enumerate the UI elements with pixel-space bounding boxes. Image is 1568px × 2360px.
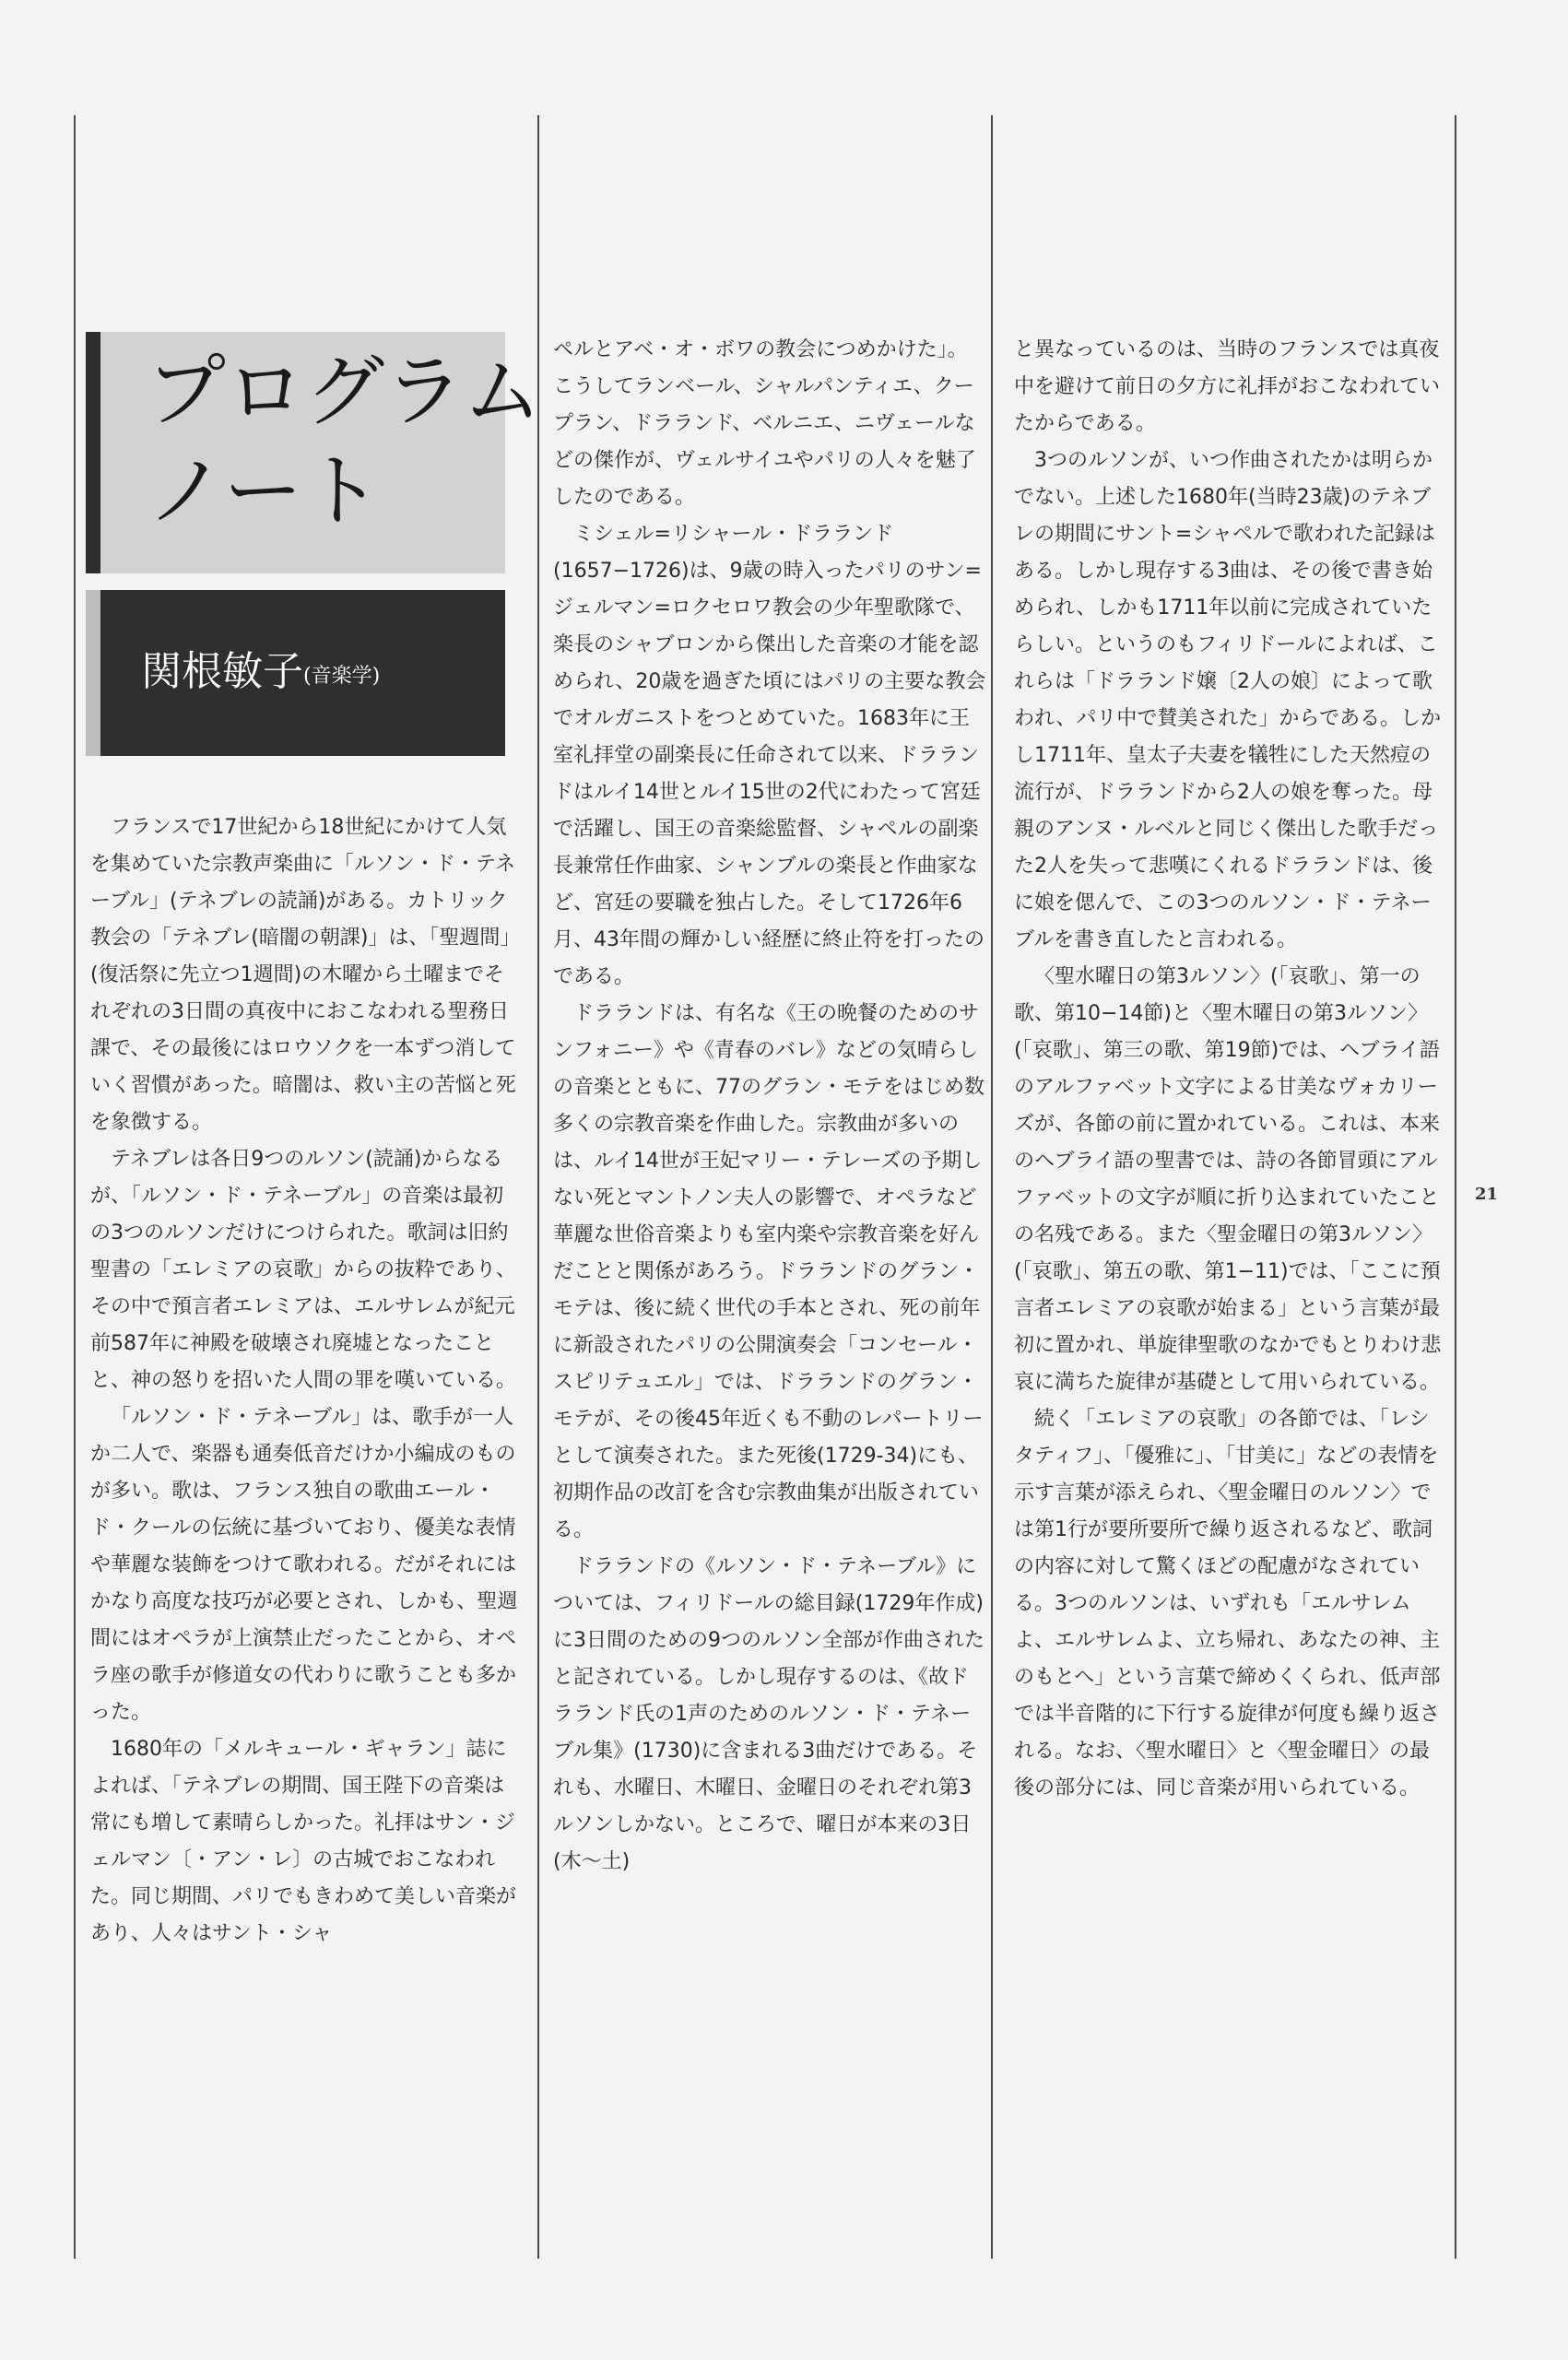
author-block (86, 590, 505, 756)
paragraph: テネブレは各日9つのルソン(読誦)からなるが、「ルソン・ド・テネーブル」の音楽は最初の3つのルソンだけにつけられた。歌詞は旧約聖書の「エレミアの哀歌」からの抜粋であり、その中で預言者エレミアは、エルサレムが紀元前587年に神殿を破壊され廃墟となったことと、神の怒りを招いた人間の罪を嘆いている。 (90, 1148, 517, 1392)
paragraph: ペルとアベ・オ・ボワの教会につめかけた」。こうしてランベール、シャルパンティエ、クープラン、ドラランド、ベルニエ、ニヴェールなどの傑作が、ヴェルサイユやパリの人々を魅了したのである。 (553, 338, 976, 509)
page-title-line2: ノート (147, 445, 383, 537)
paragraph: フランスで17世紀から18世紀にかけて人気を集めていた宗教声楽曲に「ルソン・ド・テネーブル」(テネブレの読誦)がある。カトリック教会の「テネブレ(暗闇の朝課)」は、「聖週間」(復活祭に先立つ1週間)の木曜から土曜までそれぞれの3日間の真夜中におこなわれる聖務日課で、その最後にはロウソクを一本ずつ消していく習慣があった。暗闇は、救い主の苦悩と死を象徴する。 (90, 816, 521, 1134)
author-line (141, 638, 380, 697)
paragraph: 3つのルソンが、いつ作曲されたかは明らかでない。上述した1680年(当時23歳)のテネブレの期間にサント=シャペルで歌われた記録はある。しかし現存する3曲は、その後で書き始められ、しかも1711年以前に完成されていたらしい。というのもフィリドールによれば、これらは「ドラランド嬢〔2人の娘〕によって歌われ、パリ中で賛美された」からである。しかし1711年、皇太子夫妻を犠牲にした天然痘の流行が、ドラランドから2人の娘を奪った。母親のアンヌ・ルベルと同じく傑出した歌手だった2人を失って悲嘆にくれるドラランドは、後に娘を偲んで、この3つのルソン・ド・テネーブルを書き直したと言われる。 (1014, 449, 1442, 951)
paragraph: 〈聖水曜日の第3ルソン〉(「哀歌」、第一の歌、第10−14節)と〈聖木曜日の第3ルソン〉(「哀歌」、第三の歌、第19節)では、ヘブライ語のアルファベット文字による甘美なヴォカリーズが、各節の前に置かれている。これは、本来のヘブライ語の聖書では、詩の各節冒頭にアルファベットの文字が順に折り込まれていたことの名残である。また〈聖金曜日の第3ルソン〉(「哀歌」、第五の歌、第1−11)では、「ここに預言者エレミアの哀歌が始まる」という言葉が最初に置かれ、単旋律聖歌のなかでもとりわけ悲哀に満ちた旋律が基礎として用いられている。 (1014, 965, 1442, 1394)
column-rule-left (74, 115, 76, 2259)
paragraph: 1680年の「メルキュール・ギャラン」誌によれば、「テネブレの期間、国王陛下の音楽は常にも増して素晴らしかった。礼拝はサン・ジェルマン〔・アン・レ〕の古城でおこなわれた。同じ期間、パリでもきわめて美しい音楽があり、人々はサント・シャ (90, 1738, 517, 1945)
column-rule-right (1455, 115, 1456, 2259)
column-rule-center-right (991, 115, 993, 2259)
paragraph: 「ルソン・ド・テネーブル」は、歌手が一人か二人で、楽器も通奏低音だけか小編成のものが多い。歌は、フランス独自の歌曲エール・ド・クールの伝統に基づいており、優美な表情や華麗な装飾をつけて歌われる。だがそれにはかなり高度な技巧が必要とされ、しかも、聖週間にはオペラが上演禁止だったことから、オペラ座の歌手が修道女の代わりに歌うことも多かった。 (90, 1406, 518, 1724)
title-block (86, 332, 543, 573)
text-column-3 (1014, 332, 1447, 2139)
author-accent-bar (86, 590, 100, 756)
paragraph: ミシェル=リシャール・ドラランド(1657−1726)は、9歳の時入ったパリのサン=ジェルマン=ロクセロワ教会の少年聖歌隊で、楽長のシャブロンから傑出した音楽の才能を認められ、20歳を過ぎた頃にはパリの主要な教会でオルガニストをつとめていた。1683年に王室礼拝堂の副楽長に任命されて以来、ドラランドはルイ14世とルイ15世の2代にわたって宮廷で活躍し、国王の音楽総監督、シャペルの副楽長兼常任作曲家、シャンブルの楽長と作曲家など、宮廷の要職を独占した。そして1726年6月、43年間の輝かしい経歴に終止符を打ったのである。 (553, 523, 986, 988)
author-name: 関根敏子 (141, 648, 303, 695)
text-column-2 (553, 332, 986, 2139)
paragraph: ドラランドは、有名な《王の晩餐のためのサンフォニー》や《青春のバレ》などの気晴らしの音楽とともに、77のグラン・モテをはじめ数多くの宗教音楽を作曲した。宗教曲が多いのは、ルイ14世が王妃マリー・テレーズの予期しない死とマントノン夫人の影響で、オペラなど華麗な世俗音楽よりも室内楽や宗教音楽を好んだことと関係があろう。ドラランドのグラン・モテは、後に続く世代の手本とされ、死の前年に新設されたパリの公開演奏会「コンセール・スピリテュエル」では、ドラランドのグラン・モテが、その後45年近くも不動のレパートリーとして演奏された。また死後(1729-34)にも、初期作品の改訂を含む宗教曲集が出版されている。 (553, 1002, 984, 1541)
paragraph: と異なっているのは、当時のフランスでは真夜中を避けて前日の夕方に礼拝がおこなわれていたからである。 (1014, 338, 1441, 435)
text-column-1 (90, 809, 524, 2137)
paragraph: 続く「エレミアの哀歌」の各節では、「レシタティフ」、「優雅に」、「甘美に」などの表情を示す言葉が添えられ、〈聖金曜日のルソン〉では第1行が要所要所で繰り返されるなど、歌詞の内容に対して驚くほどの配慮がなされている。3つのルソンは、いずれも「エルサレムよ、エルサレムよ、立ち帰れ、あなたの神、主のもとへ」という言葉で締めくくられ、低声部では半音階的に下行する旋律が何度も繰り返される。なお、〈聖水曜日〉と〈聖金曜日〉の最後の部分には、同じ音楽が用いられている。 (1014, 1408, 1441, 1800)
author-role: (音楽学) (303, 665, 381, 688)
paragraph: ドラランドの《ルソン・ド・テネーブル》については、フィリドールの総目録(1729年作成)に3日間のための9つのルソン全部が作曲されたと記されている。しかし現存するのは、《故ドラランド氏の1声のためのルソン・ド・テネーブル集》(1730)に含まれる3曲だけである。それも、水曜日、木曜日、金曜日のそれぞれ第3ルソンしかない。ところで、曜日が本来の3日(木〜土) (553, 1555, 984, 1873)
page-number: 21 (1475, 1185, 1499, 1204)
page-title-line1: プログラム (147, 346, 543, 438)
